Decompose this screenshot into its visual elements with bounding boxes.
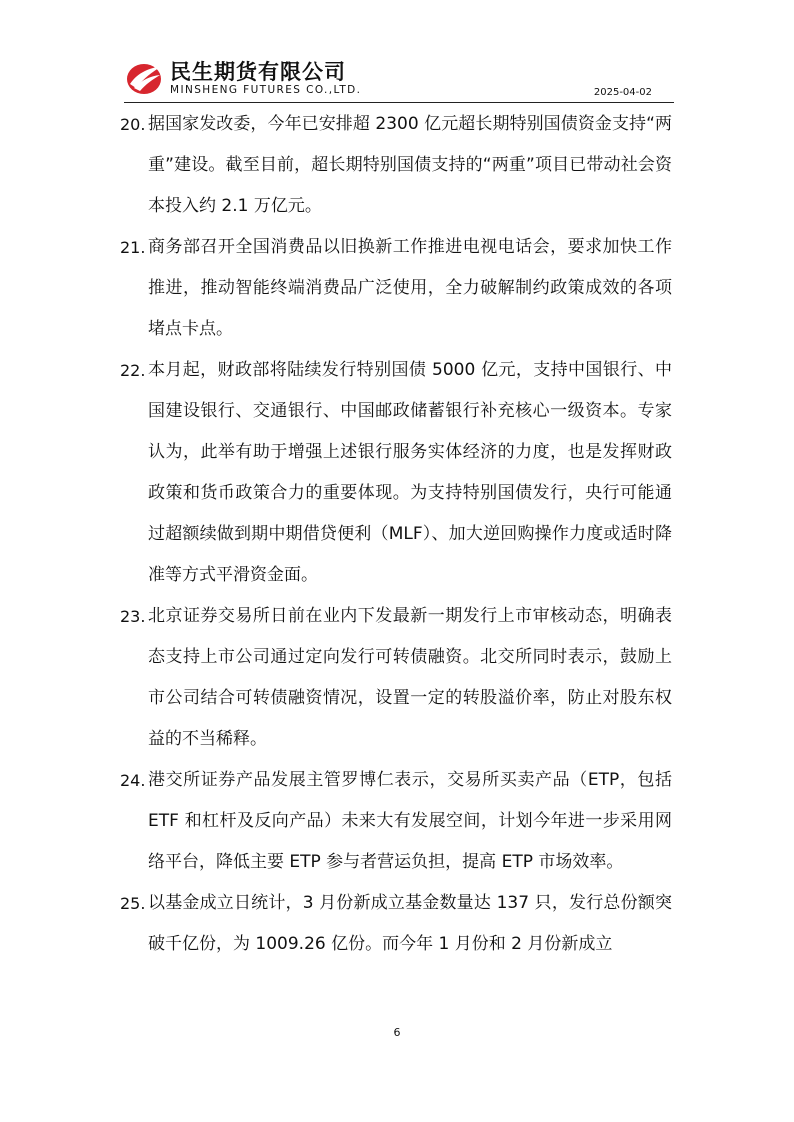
news-item-25 [120, 883, 672, 965]
news-item-23 [120, 596, 672, 760]
news-list [120, 104, 672, 965]
news-item-21 [120, 227, 672, 350]
item-text: 港交所证券产品发展主管罗博仁表示，交易所买卖产品（ETP，包括 ETF 和杠杆及反向产品）未来大有发展空间，计划今年进一步采用网络平台，降低主要 ETP 参与者营运负担，提高 ETP 市场效率。 [148, 770, 672, 872]
page-number: 6 [393, 1026, 401, 1039]
item-text: 本月起，财政部将陆续发行特别国债 5000 亿元，支持中国银行、中国建设银行、交通银行、中国邮政储蓄银行补充核心一级资本。专家认为，此举有助于增强上述银行服务实体经济的力度，也是发挥财政政策和货币政策合力的重要体现。为支持特别国债发行，央行可能通过超额续做到期中期借贷便利（MLF）、加大逆回购操作力度或适时降准等方式平滑资金面。 [148, 360, 672, 585]
news-item-20 [120, 104, 672, 227]
header-divider [124, 102, 674, 103]
item-text: 北京证券交易所日前在业内下发最新一期发行上市审核动态，明确表态支持上市公司通过定向发行可转债融资。北交所同时表示，鼓励上市公司结合可转债融资情况，设置一定的转股溢价率，防止对股东权益的不当稀释。 [148, 606, 672, 749]
item-text: 据国家发改委，今年已安排超 2300 亿元超长期特别国债资金支持“两重”建设。截至目前，超长期特别国债支持的“两重”项目已带动社会资本投入约 2.1 万亿元。 [148, 114, 672, 216]
company-name-en: MINSHENG FUTURES CO.,LTD. [170, 84, 362, 96]
item-number: 23. [120, 607, 146, 626]
news-item-22 [120, 350, 672, 596]
item-number: 21. [120, 238, 146, 257]
item-text: 商务部召开全国消费品以旧换新工作推进电视电话会，要求加快工作推进，推动智能终端消费品广泛使用，全力破解制约政策成效的各项堵点卡点。 [148, 237, 672, 339]
item-number: 20. [120, 115, 146, 134]
report-date: 2025-04-02 [593, 87, 652, 98]
news-item-24 [120, 760, 672, 883]
item-number: 24. [120, 771, 146, 790]
company-name-cn: 民生期货有限公司 [170, 60, 346, 84]
item-number: 25. [120, 894, 146, 913]
item-number: 22. [120, 361, 146, 380]
item-text: 以基金成立日统计，3 月份新成立基金数量达 137 只，发行总份额突破千亿份，为 1009.26 亿份。而今年 1 月份和 2 月份新成立 [148, 893, 672, 954]
minsheng-logo-icon [124, 58, 164, 98]
page-header [124, 56, 674, 102]
